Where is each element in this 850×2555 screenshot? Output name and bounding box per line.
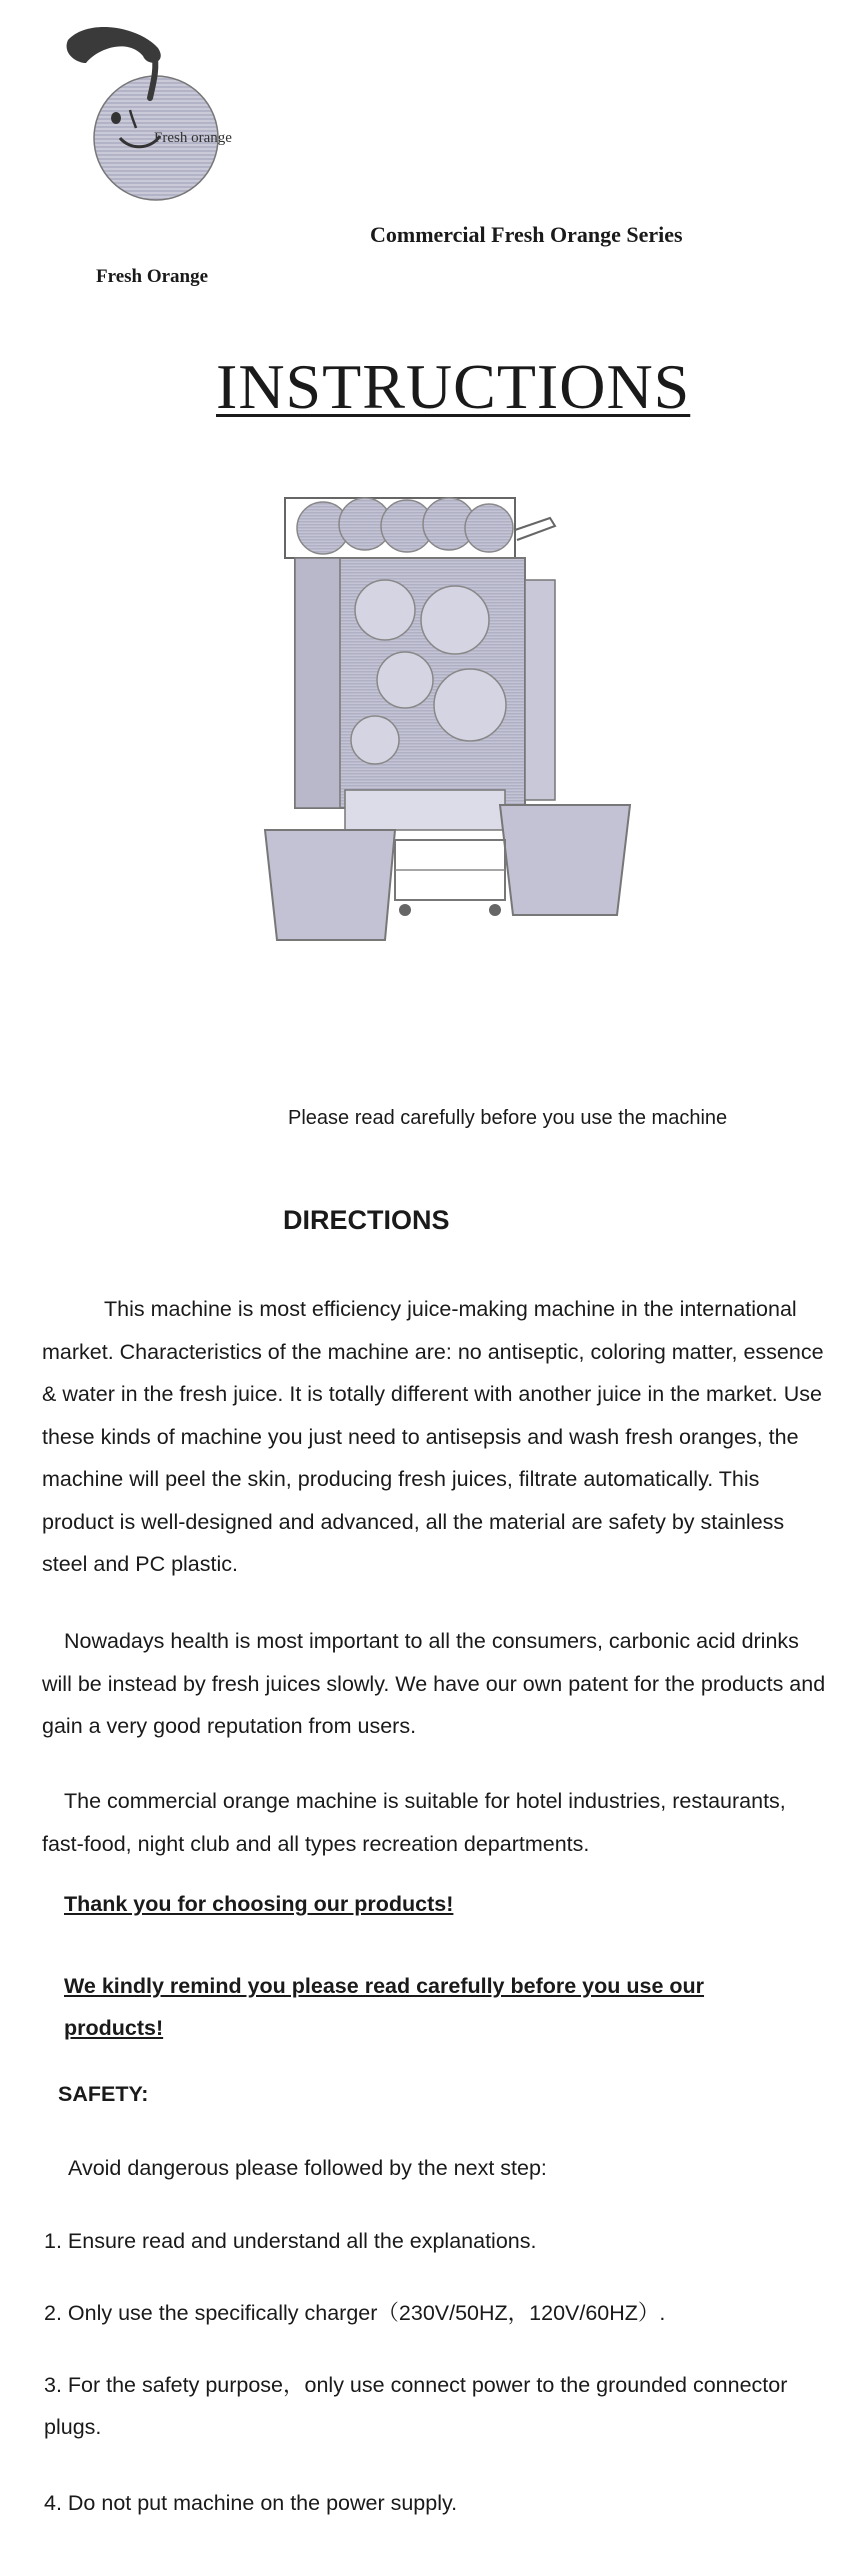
paragraph-health: Nowadays health is most important to all the consumers, carbonic acid drinks will be instead by fresh juices slowly. We have our own patent for the products and gain a very good reputation from users. [42,1629,826,1738]
paragraph-intro: This machine is most efficiency juice-making machine in the international market. Characteristics of the machine are: no antiseptic, coloring matter, essence & water in the fresh juice. It is totally different with another juice in the market. Use these kinds of machine you just need to antisepsis and wash fresh oranges, the machine will peel the skin, producing fresh juices, filtrate automatically. This product is well-designed and advanced, all the material are safety by stainless steel and PC plastic. [42,1297,824,1576]
list-item: 4. Do not put machine on the power supply. [44,2491,458,2515]
list-item: 3. For the safety purpose，only use connect power to the grounded connector plugs. [44,2373,788,2439]
thanks-line: Thank you for choosing our products! [64,1892,454,1916]
read-carefully-note: Please read carefully before you use the machine [288,1107,728,1129]
list-item: 1. Ensure read and understand all the explanations. [44,2229,537,2253]
juicer-machine-image [255,470,635,960]
list-item: 2. Only use the specifically charger（230V/50HZ，120V/60HZ）. [44,2301,666,2325]
paragraph-usage: The commercial orange machine is suitable for hotel industries, restaurants, fast-food, night club and all types recreation departments. [42,1789,786,1856]
safety-heading: SAFETY: [58,2082,149,2106]
fresh-orange-logo [58,18,258,218]
logo-caption: Fresh Orange [96,266,209,287]
page-title: INSTRUCTIONS [216,351,691,422]
logo-text: Fresh orange [154,130,232,146]
directions-heading: DIRECTIONS [283,1205,450,1235]
remind-line: We kindly remind you please read carefully before you use our products! [64,1974,705,2040]
series-title: Commercial Fresh Orange Series [370,222,683,247]
avoid-line: Avoid dangerous please followed by the next step: [68,2156,547,2180]
